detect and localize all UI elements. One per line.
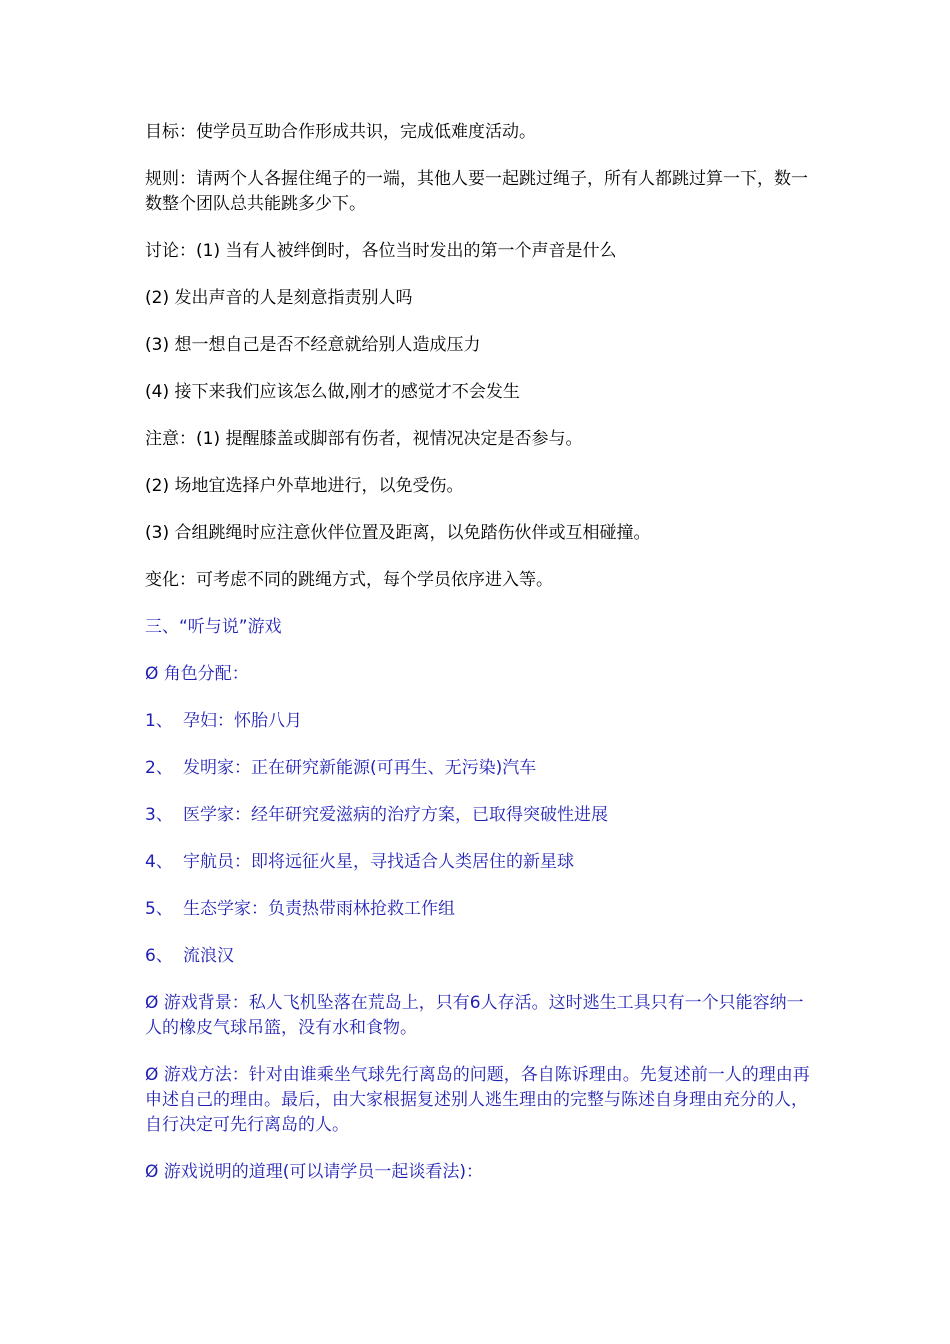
role-text: 宇航员：即将远征火星，寻找适合人类居住的新星球 (183, 852, 574, 872)
role-number: 2、 (145, 758, 173, 778)
role-number: 5、 (145, 899, 173, 919)
role-text: 孕妇：怀胎八月 (183, 711, 302, 731)
role-item (145, 803, 810, 828)
role-item (145, 944, 810, 969)
variation-paragraph: 变化：可考虑不同的跳绳方式，每个学员依序进入等。 (145, 570, 553, 590)
document-body (145, 120, 810, 1207)
role-text: 流浪汉 (183, 946, 234, 966)
role-text: 发明家：正在研究新能源(可再生、无污染)汽车 (183, 758, 537, 778)
role-item (145, 709, 810, 734)
game-method-paragraph: Ø 游戏方法：针对由谁乘坐气球先行离岛的问题，各自陈诉理由。先复述前一人的理由再申述自己的理由。最后，由大家根据复述别人逃生理由的完整与陈述自身理由充分的人，自行决定可先行离岛的人。 (145, 1065, 810, 1135)
section-title: 三、“听与说”游戏 (145, 617, 282, 637)
role-number: 6、 (145, 946, 173, 966)
note-item-3: (3) 合组跳绳时应注意伙伴位置及距离，以免踏伤伙伴或互相碰撞。 (145, 523, 651, 543)
roles-heading: Ø 角色分配： (145, 664, 249, 684)
role-item (145, 850, 810, 875)
discussion-item-1: 讨论：(1) 当有人被绊倒时，各位当时发出的第一个声音是什么 (145, 241, 617, 261)
role-number: 3、 (145, 805, 173, 825)
role-item (145, 897, 810, 922)
discussion-item-2: (2) 发出声音的人是刻意指责别人吗 (145, 288, 413, 308)
game-background-paragraph: Ø 游戏背景：私人飞机坠落在荒岛上，只有6人存活。这时逃生工具只有一个只能容纳一人的橡皮气球吊篮，没有水和食物。 (145, 993, 804, 1038)
note-item-1: 注意：(1) 提醒膝盖或脚部有伤者，视情况决定是否参与。 (145, 429, 583, 449)
role-item (145, 756, 810, 781)
role-text: 医学家：经年研究爱滋病的治疗方案，已取得突破性进展 (183, 805, 608, 825)
game-lesson-paragraph: Ø 游戏说明的道理(可以请学员一起谈看法)： (145, 1162, 484, 1182)
goal-paragraph: 目标：使学员互助合作形成共识，完成低难度活动。 (145, 122, 536, 142)
role-number: 1、 (145, 711, 173, 731)
rule-paragraph: 规则：请两个人各握住绳子的一端，其他人要一起跳过绳子，所有人都跳过算一下，数一数整个团队总共能跳多少下。 (145, 169, 808, 214)
discussion-item-3: (3) 想一想自己是否不经意就给别人造成压力 (145, 335, 481, 355)
note-item-2: (2) 场地宜选择户外草地进行，以免受伤。 (145, 476, 464, 496)
role-number: 4、 (145, 852, 173, 872)
role-text: 生态学家：负责热带雨林抢救工作组 (183, 899, 455, 919)
discussion-item-4: (4) 接下来我们应该怎么做,刚才的感觉才不会发生 (145, 382, 520, 402)
